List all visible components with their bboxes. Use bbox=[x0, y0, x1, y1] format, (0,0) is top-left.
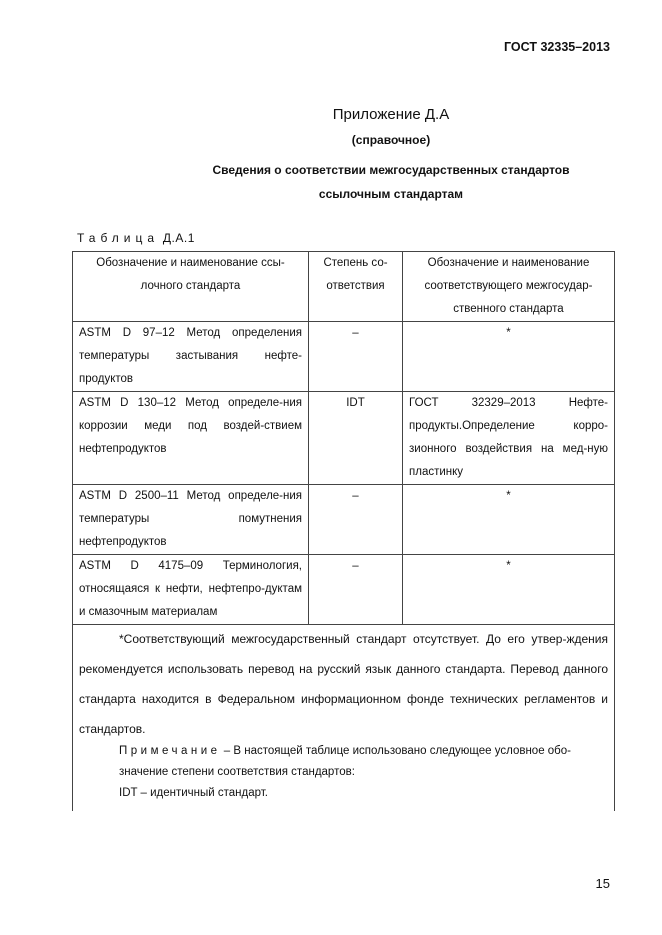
cell-degree: IDT bbox=[309, 392, 403, 485]
cell-degree: – bbox=[309, 485, 403, 555]
table-notes-section bbox=[72, 624, 615, 811]
page-number: 15 bbox=[595, 876, 610, 891]
header-reference-standard: Обозначение и наименование ссы-лочного стандарта bbox=[73, 252, 309, 322]
note-label: Примечание bbox=[119, 745, 221, 757]
note bbox=[79, 741, 608, 804]
appendix-heading-line2: ссылочным стандартам bbox=[318, 187, 464, 201]
cell-gost: * bbox=[403, 322, 615, 392]
appendix-subtitle: (справочное) bbox=[351, 133, 431, 147]
table-row bbox=[73, 485, 615, 555]
header-interstate-standard: Обозначение и наименование соответствующего межгосудар-ственного стандарта bbox=[403, 252, 615, 322]
table-caption-number: Д.А.1 bbox=[162, 231, 195, 245]
header-degree: Степень со-ответствия bbox=[309, 252, 403, 322]
appendix-heading-line1: Сведения о соответствии межгосударственных стандартов bbox=[212, 163, 570, 177]
note-text: – В настоящей таблице использовано следующее условное обо-значение степени соответствия стандартов: bbox=[119, 745, 571, 778]
standards-table bbox=[72, 251, 615, 625]
table-caption bbox=[77, 231, 195, 245]
table-header-row bbox=[73, 252, 615, 322]
cell-gost: * bbox=[403, 485, 615, 555]
cell-reference: ASTM D 4175–09 Терминология, относящаяся к нефти, нефтепро-дуктам и смазочным материалам bbox=[73, 555, 309, 625]
table-caption-word: Таблица bbox=[77, 231, 160, 245]
cell-reference: ASTM D 130–12 Метод определе-ния коррозии меди под воздей-ствием нефтепродуктов bbox=[73, 392, 309, 485]
table-row bbox=[73, 555, 615, 625]
footnote bbox=[79, 624, 608, 744]
footnote-text: *Соответствующий межгосударственный стандарт отсутствует. До его утвер-ждения рекомендуется использовать перевод на русский язык данного стандарта. Перевод данного стандарта находится в Федеральном информационном фонде технических регламентов и стандартов. bbox=[79, 632, 608, 736]
cell-gost: * bbox=[403, 555, 615, 625]
table-row bbox=[73, 322, 615, 392]
document-code: ГОСТ 32335–2013 bbox=[504, 40, 610, 54]
cell-reference: ASTM D 97–12 Метод определения температуры застывания нефте-продуктов bbox=[73, 322, 309, 392]
cell-degree: – bbox=[309, 322, 403, 392]
appendix-title: Приложение Д.А bbox=[332, 106, 450, 123]
table-row bbox=[73, 392, 615, 485]
note-line bbox=[79, 741, 608, 783]
note-idt: IDT – идентичный стандарт. bbox=[119, 787, 268, 799]
cell-reference: ASTM D 2500–11 Метод определе-ния температуры помутнения нефтепродуктов bbox=[73, 485, 309, 555]
cell-degree: – bbox=[309, 555, 403, 625]
cell-gost: ГОСТ 32329–2013 Нефте-продукты.Определение корро-зионного воздействия на мед-ную пластинку bbox=[403, 392, 615, 485]
